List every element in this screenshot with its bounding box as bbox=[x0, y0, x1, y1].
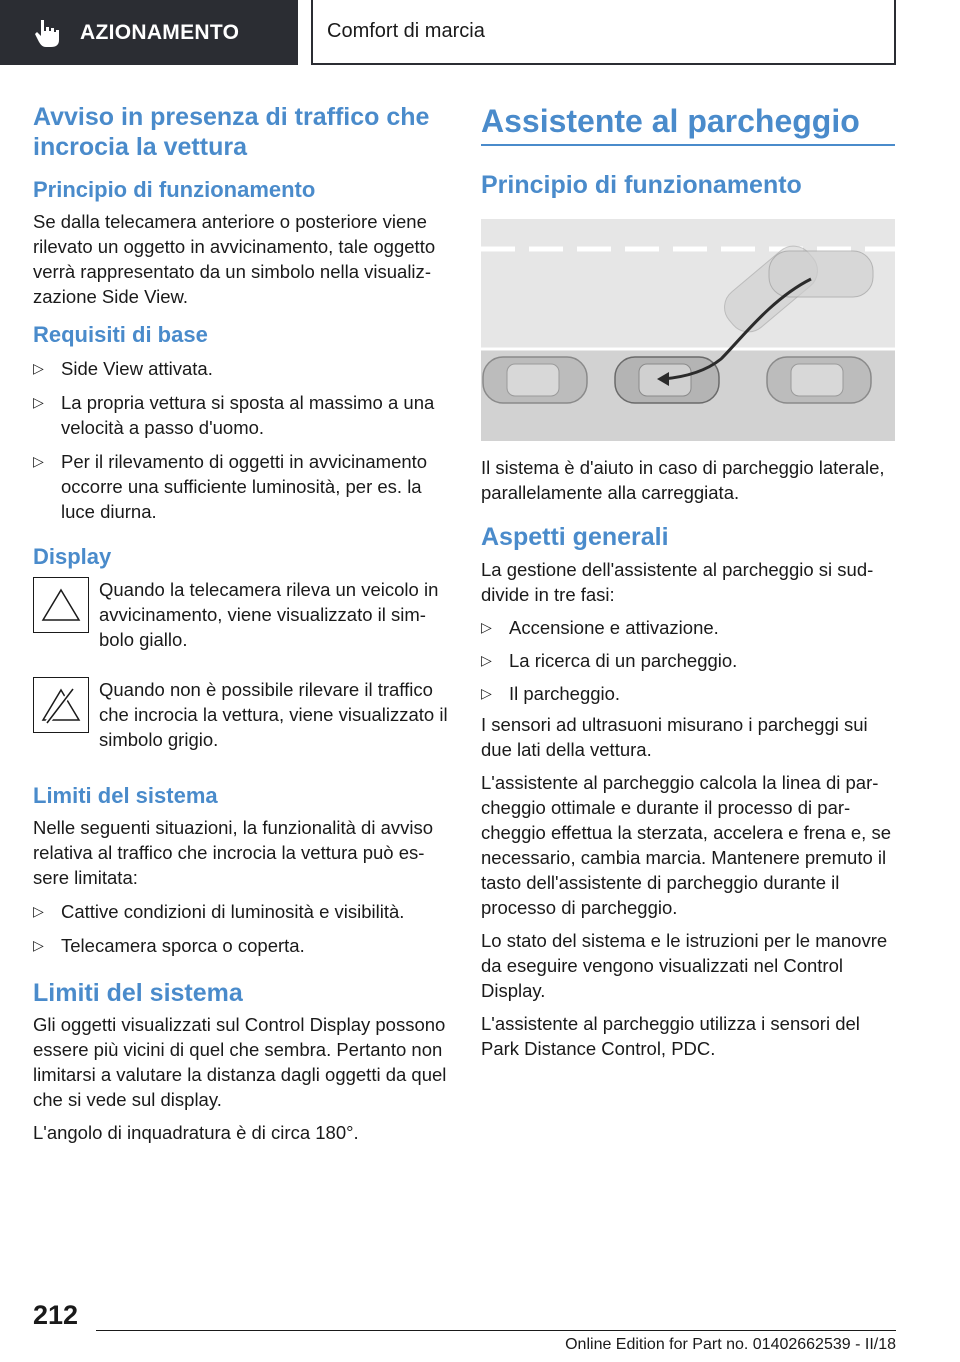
right-column bbox=[481, 102, 895, 1061]
section-title: AZIONAMENTO bbox=[80, 20, 240, 44]
parked-car-left bbox=[483, 357, 587, 403]
list-item: ▷ Side View attivata. bbox=[33, 358, 213, 379]
list-item: ▷ Per il rilevamento di oggetti in avvicinamento occorre una sufficiente luminosità, per es. la luce diurna. bbox=[33, 451, 428, 522]
list-item: ▷ Il parcheggio. bbox=[481, 683, 621, 704]
warning-triangle-crossed-icon bbox=[33, 677, 89, 733]
list-item: ▷ Telecamera sporca o coperta. bbox=[33, 935, 305, 956]
park-assist-title: Assistente al parcheggio bbox=[481, 103, 860, 139]
section-tab bbox=[0, 0, 298, 65]
limits2-heading: Limiti del sistema bbox=[33, 979, 243, 1007]
general-text: La gestione dell'assistente al parcheggio si suddivide in tre fasi: bbox=[481, 559, 874, 605]
pdc-sensors-text: L'assistente al parcheggio utilizza i sensori del Park Distance Control, PDC. bbox=[481, 1013, 860, 1059]
list-item: ▷ Accensione e attivazione. bbox=[481, 617, 719, 638]
display-yellow-text: Quando la telecamera rileva un veicolo in avvicinamento, viene visualizzato il simbolo giallo. bbox=[99, 579, 439, 650]
phases-list bbox=[481, 615, 895, 706]
display-heading: Display bbox=[33, 544, 112, 569]
bullet-triangle-icon: ▷ bbox=[33, 937, 44, 953]
parked-car-right bbox=[767, 357, 871, 403]
hand-pointer-icon bbox=[34, 18, 62, 48]
bullet-triangle-icon: ▷ bbox=[481, 685, 492, 701]
chapter-tab bbox=[311, 0, 896, 65]
page-number: 212 bbox=[33, 1300, 79, 1330]
ghost-car bbox=[769, 251, 873, 297]
view-angle-text: L'angolo di inquadratura è di circa 180°. bbox=[33, 1122, 359, 1143]
bullet-triangle-icon: ▷ bbox=[33, 360, 44, 376]
list-item: ▷ La ricerca di un parcheggio. bbox=[481, 650, 738, 671]
sensors-text: I sensori ad ultrasuoni misurano i parcheggi sui due lati della vettura. bbox=[481, 714, 868, 760]
bullet-triangle-icon: ▷ bbox=[481, 619, 492, 635]
parking-line-text: L'assistente al parcheggio calcola la linea di parcheggio ottimale e durante il processo di parcheggio effettua la sterzata, accelera e frena e, se necessario, cambia marcia. Mantenere premuto il tasto dell'assistente di parcheggio durante il processo di parcheggio. bbox=[481, 772, 891, 918]
cross-traffic-title: Avviso in presenza di traffico che incrocia la vettura bbox=[33, 103, 430, 161]
requirements-heading: Requisiti di base bbox=[33, 322, 208, 347]
list-item: ▷ La propria vettura si sposta al massimo a una velocità a passo d'uomo. bbox=[33, 392, 435, 438]
limits-text: Nelle seguenti situazioni, la funzionalità di avviso relativa al traffico che incrocia la vettura può essere limitata: bbox=[33, 817, 434, 888]
principle-heading: Principio di funzionamento bbox=[33, 177, 316, 202]
bullet-triangle-icon: ▷ bbox=[481, 652, 492, 668]
limits-list bbox=[33, 899, 451, 958]
footer-divider bbox=[96, 1330, 896, 1331]
general-heading: Aspetti generali bbox=[481, 523, 669, 551]
title-underline bbox=[481, 144, 895, 146]
principle-text: Se dalla telecamera anteriore o posteriore viene rilevato un oggetto in avvicinamento, tale oggetto verrà rappresentato da un simbolo nella visualizzazione Side View. bbox=[33, 211, 436, 307]
park-caption: Il sistema è d'aiuto in caso di parcheggio laterale, parallelamente alla carreggiata. bbox=[481, 457, 885, 503]
warning-triangle-icon bbox=[33, 577, 89, 633]
list-item: ▷ Cattive condizioni di luminosità e visibilità. bbox=[33, 901, 405, 922]
edition-text: Online Edition for Part no. 01402662539 - II/18 bbox=[565, 1336, 896, 1353]
bullet-triangle-icon: ▷ bbox=[33, 903, 44, 919]
limits-heading: Limiti del sistema bbox=[33, 783, 218, 808]
left-column bbox=[33, 102, 451, 1145]
park-principle-heading: Principio di funzionamento bbox=[481, 171, 802, 199]
display-yellow-row bbox=[33, 577, 451, 652]
requirements-list bbox=[33, 356, 451, 524]
display-grey-row bbox=[33, 677, 451, 752]
system-status-text: Lo stato del sistema e le istruzioni per le manovre da eseguire vengono visualizzati nel Control Display. bbox=[481, 930, 888, 1001]
bullet-triangle-icon: ▷ bbox=[33, 394, 44, 410]
bullet-triangle-icon: ▷ bbox=[33, 453, 44, 469]
chapter-title: Comfort di marcia bbox=[327, 20, 485, 42]
limits2-text: Gli oggetti visualizzati sul Control Display possono essere più vicini di quel che sembra. Pertanto non limitarsi a valutare la distanza dagli oggetti da quel che si vede sul display. bbox=[33, 1014, 447, 1110]
parking-illustration bbox=[481, 219, 895, 441]
display-grey-text: Quando non è possibile rilevare il traffico che incrocia la vettura, viene visualizzato il simbolo grigio. bbox=[99, 679, 448, 750]
